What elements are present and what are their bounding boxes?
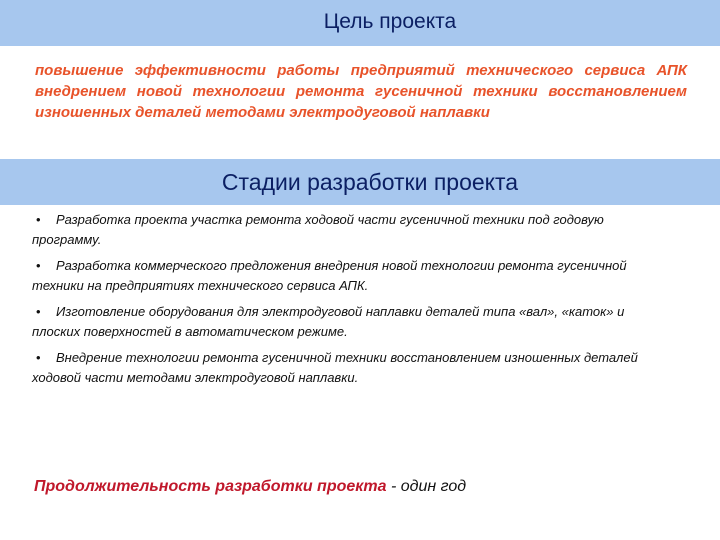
stage-item	[32, 210, 672, 250]
stages-list	[32, 210, 672, 394]
stage-item	[32, 302, 672, 342]
stage-text: Разработка проекта участка ремонта ходовой части гусеничной техники под годовую программу.	[32, 212, 604, 247]
goal-title: Цель проекта	[323, 10, 457, 33]
bullet-icon: •	[36, 258, 41, 273]
duration-separator: -	[386, 478, 401, 495]
duration-value: один год	[400, 478, 467, 495]
goal-header-band	[0, 0, 720, 46]
bullet-icon: •	[36, 212, 41, 227]
duration-label: Продолжительность разработки проекта	[34, 478, 387, 495]
stages-header-band	[0, 159, 720, 205]
stage-item	[32, 348, 672, 388]
bullet-icon: •	[36, 350, 41, 365]
goal-description: повышение эффективности работы предприятий технического сервиса АПК внедрением новой технологии ремонта гусеничной техники восстановлением изношенных деталей методами электродуговой наплавки	[35, 62, 687, 121]
stage-text: Изготовление оборудования для электродуговой наплавки деталей типа «вал», «каток» и плоских поверхностей в автоматическом режиме.	[32, 304, 625, 339]
stage-item	[32, 256, 672, 296]
stage-text: Внедрение технологии ремонта гусеничной техники восстановлением изношенных деталей ходовой части методами электродуговой наплавки.	[32, 350, 638, 385]
stages-title: Стадии разработки проекта	[221, 169, 519, 195]
project-duration	[34, 476, 466, 498]
stage-text: Разработка коммерческого предложения внедрения новой технологии ремонта гусеничной техники на предприятиях технического сервиса АПК.	[32, 258, 627, 293]
bullet-icon: •	[36, 304, 41, 319]
